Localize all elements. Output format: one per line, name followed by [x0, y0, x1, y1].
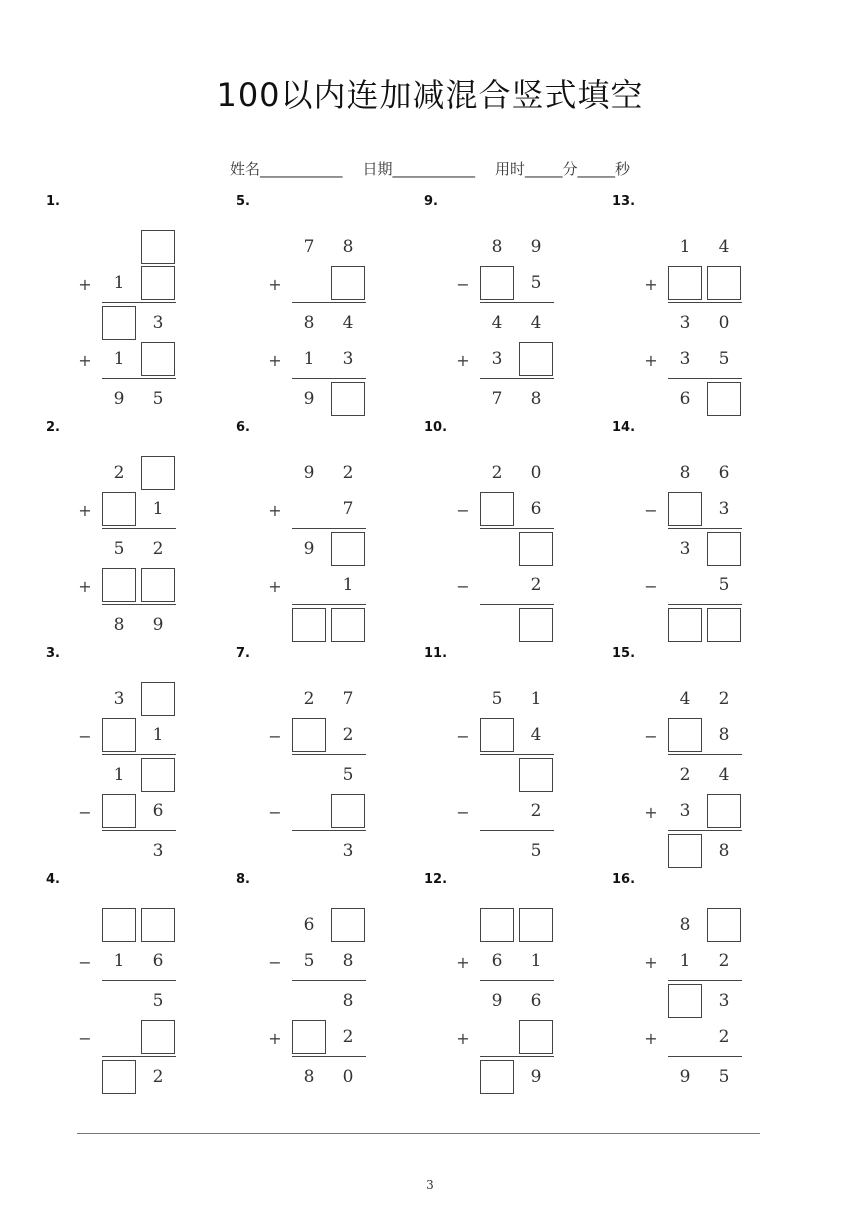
problem-number: 14. [612, 420, 636, 435]
answer-box[interactable] [331, 794, 365, 828]
sum-line [292, 604, 366, 605]
digit: 9 [303, 389, 315, 409]
operator-sign: − [78, 1029, 92, 1048]
answer-box[interactable] [102, 1060, 136, 1094]
answer-box[interactable] [141, 456, 175, 490]
answer-box[interactable] [668, 718, 702, 752]
digit: 6 [491, 951, 503, 971]
footer-divider [77, 1133, 760, 1134]
operator-sign: + [78, 577, 92, 596]
digit: 8 [303, 313, 315, 333]
digit [102, 230, 136, 264]
digit: 2 [718, 951, 730, 971]
problem-number: 6. [236, 420, 250, 435]
answer-box[interactable] [331, 608, 365, 642]
answer-box[interactable] [102, 492, 136, 526]
digit: 8 [342, 991, 354, 1011]
digit: 2 [342, 725, 354, 745]
digit: 2 [113, 463, 125, 483]
digit: 4 [491, 313, 503, 333]
problem-2 [46, 420, 236, 644]
problem-1 [46, 194, 236, 418]
digit: 5 [113, 539, 125, 559]
digit: 6 [718, 463, 730, 483]
digit [480, 568, 514, 602]
answer-box[interactable] [141, 758, 175, 792]
operator-sign: − [644, 727, 658, 746]
answer-box[interactable] [519, 1020, 553, 1054]
answer-box[interactable] [292, 1020, 326, 1054]
problem-number: 2. [46, 420, 60, 435]
digit: 4 [679, 689, 691, 709]
sum-line [668, 302, 742, 303]
sum-line [668, 604, 742, 605]
name-field[interactable]: 姓名___________ [229, 160, 343, 178]
sum-line [668, 378, 742, 379]
sum-line [480, 604, 554, 605]
problem-number: 4. [46, 872, 60, 887]
answer-box[interactable] [707, 608, 741, 642]
digit: 3 [679, 801, 691, 821]
digit [480, 758, 514, 792]
answer-box[interactable] [141, 908, 175, 942]
operator-sign: + [268, 577, 282, 596]
sum-line [292, 378, 366, 379]
operator-sign: + [644, 275, 658, 294]
digit: 4 [718, 765, 730, 785]
answer-box[interactable] [102, 908, 136, 942]
digit: 4 [718, 237, 730, 257]
answer-box[interactable] [519, 342, 553, 376]
digit: 4 [342, 313, 354, 333]
problem-number: 1. [46, 194, 60, 209]
problem-number: 12. [424, 872, 448, 887]
digit: 3 [679, 349, 691, 369]
problem-number: 7. [236, 646, 250, 661]
sum-line [480, 830, 554, 831]
digit: 7 [303, 237, 315, 257]
digit: 3 [718, 991, 730, 1011]
operator-sign: + [644, 803, 658, 822]
operator-sign: + [78, 351, 92, 370]
operator-sign: − [456, 803, 470, 822]
digit [480, 834, 514, 868]
operator-sign: − [78, 727, 92, 746]
digit [480, 794, 514, 828]
student-info-line [0, 158, 860, 179]
digit [292, 984, 326, 1018]
digit [102, 1020, 136, 1054]
sum-line [102, 830, 176, 831]
answer-box[interactable] [668, 266, 702, 300]
digit: 3 [342, 841, 354, 861]
sum-line [292, 302, 366, 303]
answer-box[interactable] [707, 794, 741, 828]
digit: 1 [303, 349, 315, 369]
digit: 2 [530, 801, 542, 821]
problem-number: 10. [424, 420, 448, 435]
operator-sign: + [268, 501, 282, 520]
problem-3 [46, 646, 236, 870]
operator-sign: − [456, 501, 470, 520]
digit: 3 [152, 841, 164, 861]
answer-box[interactable] [707, 266, 741, 300]
digit: 9 [303, 539, 315, 559]
answer-box[interactable] [141, 568, 175, 602]
answer-box[interactable] [519, 758, 553, 792]
digit: 1 [679, 951, 691, 971]
answer-box[interactable] [141, 682, 175, 716]
problem-9 [424, 194, 614, 418]
digit: 6 [530, 991, 542, 1011]
digit [480, 1020, 514, 1054]
digit [102, 984, 136, 1018]
operator-sign: + [644, 953, 658, 972]
digit: 3 [152, 313, 164, 333]
digit: 9 [491, 991, 503, 1011]
date-field[interactable]: 日期___________ [362, 160, 475, 178]
digit: 1 [113, 951, 125, 971]
answer-box[interactable] [668, 834, 702, 868]
digit: 8 [113, 615, 125, 635]
problem-14 [612, 420, 802, 644]
sum-line [292, 528, 366, 529]
operator-sign: − [456, 727, 470, 746]
digit: 1 [113, 765, 125, 785]
answer-box[interactable] [519, 532, 553, 566]
digit: 8 [679, 463, 691, 483]
sum-line [102, 378, 176, 379]
digit: 2 [342, 463, 354, 483]
operator-sign: + [78, 275, 92, 294]
digit: 9 [530, 237, 542, 257]
digit: 1 [530, 689, 542, 709]
operator-sign: − [268, 727, 282, 746]
answer-box[interactable] [519, 908, 553, 942]
digit: 0 [718, 313, 730, 333]
problem-13 [612, 194, 802, 418]
answer-box[interactable] [707, 908, 741, 942]
sum-line [480, 980, 554, 981]
answer-box[interactable] [141, 1020, 175, 1054]
operator-sign: − [268, 803, 282, 822]
digit [480, 608, 514, 642]
sum-line [480, 754, 554, 755]
digit: 2 [152, 1067, 164, 1087]
digit: 3 [718, 499, 730, 519]
digit: 0 [530, 463, 542, 483]
sum-line [102, 528, 176, 529]
sum-line [292, 830, 366, 831]
digit: 6 [679, 389, 691, 409]
digit: 8 [303, 1067, 315, 1087]
digit: 6 [303, 915, 315, 935]
digit [292, 568, 326, 602]
problem-number: 16. [612, 872, 636, 887]
digit: 2 [342, 1027, 354, 1047]
digit: 3 [342, 349, 354, 369]
digit: 3 [113, 689, 125, 709]
digit: 8 [718, 725, 730, 745]
digit [292, 758, 326, 792]
problem-number: 3. [46, 646, 60, 661]
operator-sign: − [644, 577, 658, 596]
digit: 7 [491, 389, 503, 409]
digit [102, 834, 136, 868]
digit: 9 [303, 463, 315, 483]
digit: 1 [530, 951, 542, 971]
digit: 5 [530, 841, 542, 861]
digit: 0 [342, 1067, 354, 1087]
digit: 1 [342, 575, 354, 595]
operator-sign: + [644, 1029, 658, 1048]
sum-line [668, 830, 742, 831]
digit: 9 [530, 1067, 542, 1087]
answer-box[interactable] [331, 266, 365, 300]
operator-sign: − [456, 577, 470, 596]
digit [668, 568, 702, 602]
digit: 1 [152, 725, 164, 745]
problem-number: 5. [236, 194, 250, 209]
sum-line [102, 754, 176, 755]
answer-box[interactable] [668, 492, 702, 526]
answer-box[interactable] [331, 532, 365, 566]
page-number: 3 [426, 1178, 434, 1192]
sum-line [668, 754, 742, 755]
answer-box[interactable] [668, 608, 702, 642]
digit: 5 [342, 765, 354, 785]
problem-number: 13. [612, 194, 636, 209]
answer-box[interactable] [480, 266, 514, 300]
digit: 5 [530, 273, 542, 293]
problem-number: 8. [236, 872, 250, 887]
digit: 4 [530, 313, 542, 333]
operator-sign: + [268, 351, 282, 370]
digit: 5 [303, 951, 315, 971]
digit: 3 [679, 539, 691, 559]
problem-11 [424, 646, 614, 870]
operator-sign: − [268, 953, 282, 972]
sum-line [292, 1056, 366, 1057]
operator-sign: + [268, 275, 282, 294]
problem-12 [424, 872, 614, 1096]
digit: 9 [152, 615, 164, 635]
page-title: 100以内连加减混合竖式填空 [216, 76, 644, 114]
digit: 4 [530, 725, 542, 745]
digit: 1 [113, 349, 125, 369]
answer-box[interactable] [102, 306, 136, 340]
answer-box[interactable] [141, 342, 175, 376]
sum-line [292, 754, 366, 755]
digit: 6 [530, 499, 542, 519]
digit: 1 [113, 273, 125, 293]
sum-line [480, 378, 554, 379]
sum-line [292, 980, 366, 981]
digit: 5 [718, 349, 730, 369]
digit: 2 [152, 539, 164, 559]
problem-4 [46, 872, 236, 1096]
problem-6 [236, 420, 426, 644]
digit: 2 [679, 765, 691, 785]
problem-15 [612, 646, 802, 870]
digit: 2 [718, 689, 730, 709]
digit: 5 [152, 991, 164, 1011]
digit: 2 [303, 689, 315, 709]
digit: 3 [679, 313, 691, 333]
digit: 7 [342, 689, 354, 709]
answer-box[interactable] [331, 908, 365, 942]
digit: 5 [152, 389, 164, 409]
digit: 2 [530, 575, 542, 595]
operator-sign: + [456, 351, 470, 370]
answer-box[interactable] [102, 568, 136, 602]
operator-sign: + [456, 953, 470, 972]
sum-line [102, 1056, 176, 1057]
digit [292, 266, 326, 300]
answer-box[interactable] [707, 532, 741, 566]
digit: 6 [152, 951, 164, 971]
sum-line [668, 1056, 742, 1057]
sum-line [480, 528, 554, 529]
problem-7 [236, 646, 426, 870]
digit: 8 [491, 237, 503, 257]
digit [292, 834, 326, 868]
problem-8 [236, 872, 426, 1096]
sum-line [668, 980, 742, 981]
answer-box[interactable] [519, 608, 553, 642]
sum-line [102, 604, 176, 605]
sum-line [102, 302, 176, 303]
digit: 9 [113, 389, 125, 409]
answer-box[interactable] [480, 908, 514, 942]
sum-line [480, 1056, 554, 1057]
digit: 1 [679, 237, 691, 257]
operator-sign: − [456, 275, 470, 294]
digit: 9 [679, 1067, 691, 1087]
digit: 8 [530, 389, 542, 409]
operator-sign: + [268, 1029, 282, 1048]
answer-box[interactable] [141, 230, 175, 264]
digit: 6 [152, 801, 164, 821]
digit: 8 [342, 237, 354, 257]
problem-number: 11. [424, 646, 448, 661]
operator-sign: + [78, 501, 92, 520]
answer-box[interactable] [668, 984, 702, 1018]
digit: 2 [718, 1027, 730, 1047]
sum-line [480, 302, 554, 303]
operator-sign: − [78, 953, 92, 972]
digit [480, 532, 514, 566]
answer-box[interactable] [480, 1060, 514, 1094]
operator-sign: + [456, 1029, 470, 1048]
operator-sign: + [644, 351, 658, 370]
digit: 5 [718, 1067, 730, 1087]
problem-16 [612, 872, 802, 1096]
digit [668, 1020, 702, 1054]
answer-box[interactable] [292, 718, 326, 752]
problem-5 [236, 194, 426, 418]
digit [292, 492, 326, 526]
sum-line [668, 528, 742, 529]
operator-sign: − [644, 501, 658, 520]
digit: 7 [342, 499, 354, 519]
problem-number: 9. [424, 194, 438, 209]
digit: 8 [718, 841, 730, 861]
time-field[interactable]: 用时_____分_____秒 [495, 160, 631, 178]
problem-number: 15. [612, 646, 636, 661]
answer-box[interactable] [102, 718, 136, 752]
operator-sign: − [78, 803, 92, 822]
digit: 1 [152, 499, 164, 519]
answer-box[interactable] [331, 382, 365, 416]
digit: 8 [679, 915, 691, 935]
answer-box[interactable] [102, 794, 136, 828]
digit: 8 [342, 951, 354, 971]
digit: 2 [491, 463, 503, 483]
digit: 5 [491, 689, 503, 709]
answer-box[interactable] [480, 492, 514, 526]
digit: 5 [718, 575, 730, 595]
digit: 3 [491, 349, 503, 369]
digit [292, 794, 326, 828]
answer-box[interactable] [292, 608, 326, 642]
answer-box[interactable] [480, 718, 514, 752]
answer-box[interactable] [141, 266, 175, 300]
answer-box[interactable] [707, 382, 741, 416]
sum-line [102, 980, 176, 981]
problem-10 [424, 420, 614, 644]
